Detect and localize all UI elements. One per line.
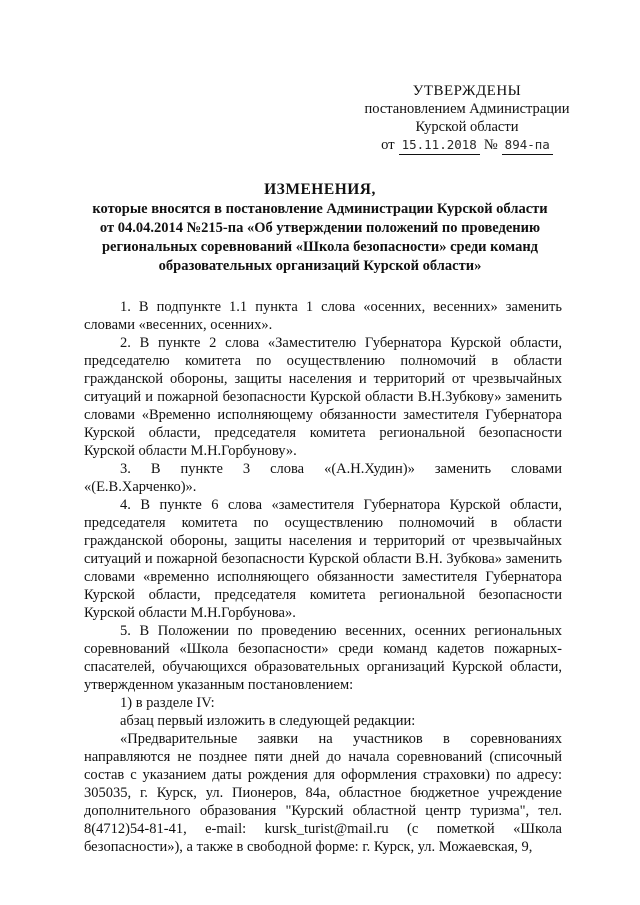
approval-number: 894-па (502, 136, 553, 155)
approval-line-2: Курской области (415, 119, 519, 135)
approval-line-1: постановлением Администрации (364, 101, 570, 117)
document-body (84, 298, 562, 856)
number-prefix: № (483, 137, 498, 153)
title-line-2: от 04.04.2014 №215-па «Об утверждении положений по проведению (99, 220, 541, 236)
approval-date-line (352, 136, 582, 155)
paragraph-8: «Предварительные заявки на участников в соревнованиях направляются не позднее пяти дней до начала соревнований (списочный состав с указанием даты рождения для оформления страховки) по адресу: 305035, г. Курск, ул. Пионеров, 84а, областное бюджетное учреждение дополнительного образования "Курский областной центр туризма", тел. 8(4712)54-81-41, e-mail: kursk_turist@mail.ru (с пометкой «Школа безопасности»), а также в свободной форме: г. Курск, ул. Можаевская, 9, (84, 731, 562, 855)
paragraph-5: 5. В Положении по проведению весенних, осенних региональных соревнований «Школа безопасности» среди команд кадетов пожарных-спасателей, обучающихся образовательных организаций Курской области, утвержденном указанным постановлением: (84, 623, 562, 693)
paragraph-1: 1. В подпункте 1.1 пункта 1 слова «осенних, весенних» заменить словами «весенних, осенних». (84, 299, 562, 333)
title-line-4: образовательных организаций Курской области» (158, 258, 482, 274)
title-line-3: региональных соревнований «Школа безопасности» среди команд (101, 239, 539, 255)
paragraph-3: 3. В пункте 3 слова «(А.Н.Худин)» заменить словами «(Е.В.Харченко)». (84, 461, 562, 495)
title-line-1: которые вносятся в постановление Администрации Курской области (92, 201, 548, 217)
date-prefix: от (381, 137, 395, 153)
paragraph-7: абзац первый изложить в следующей редакции: (120, 713, 416, 729)
paragraph-6: 1) в разделе IV: (120, 695, 215, 711)
document-title (60, 180, 580, 276)
paragraph-2: 2. В пункте 2 слова «Заместителю Губернатора Курской области, председателю комитета по осуществлению полномочий в области гражданской обороны, защиты населения и территорий от чрезвычайных ситуаций и пожарной безопасности Курской области В.Н.Зубкову» заменить словами «Временно исполняющему обязанности заместителя Губернатора Курской области, председателя комитета региональной безопасности Курской области М.Н.Горбунову». (84, 335, 562, 459)
approval-heading: УТВЕРЖДЕНЫ (412, 83, 522, 99)
title-main: ИЗМЕНЕНИЯ, (264, 181, 376, 198)
approval-block (352, 82, 582, 155)
approval-date: 15.11.2018 (399, 136, 480, 155)
paragraph-4: 4. В пункте 6 слова «заместителя Губернатора Курской области, председателя комитета по осуществлению полномочий в области гражданской обороны, защиты населения и территорий от чрезвычайных ситуаций и пожарной безопасности Курской области В.Н. Зубкова» заменить словами «временно исполняющего обязанности заместителя Губернатора Курской области, председателя комитета региональной безопасности Курской области М.Н.Горбунова». (84, 497, 562, 621)
